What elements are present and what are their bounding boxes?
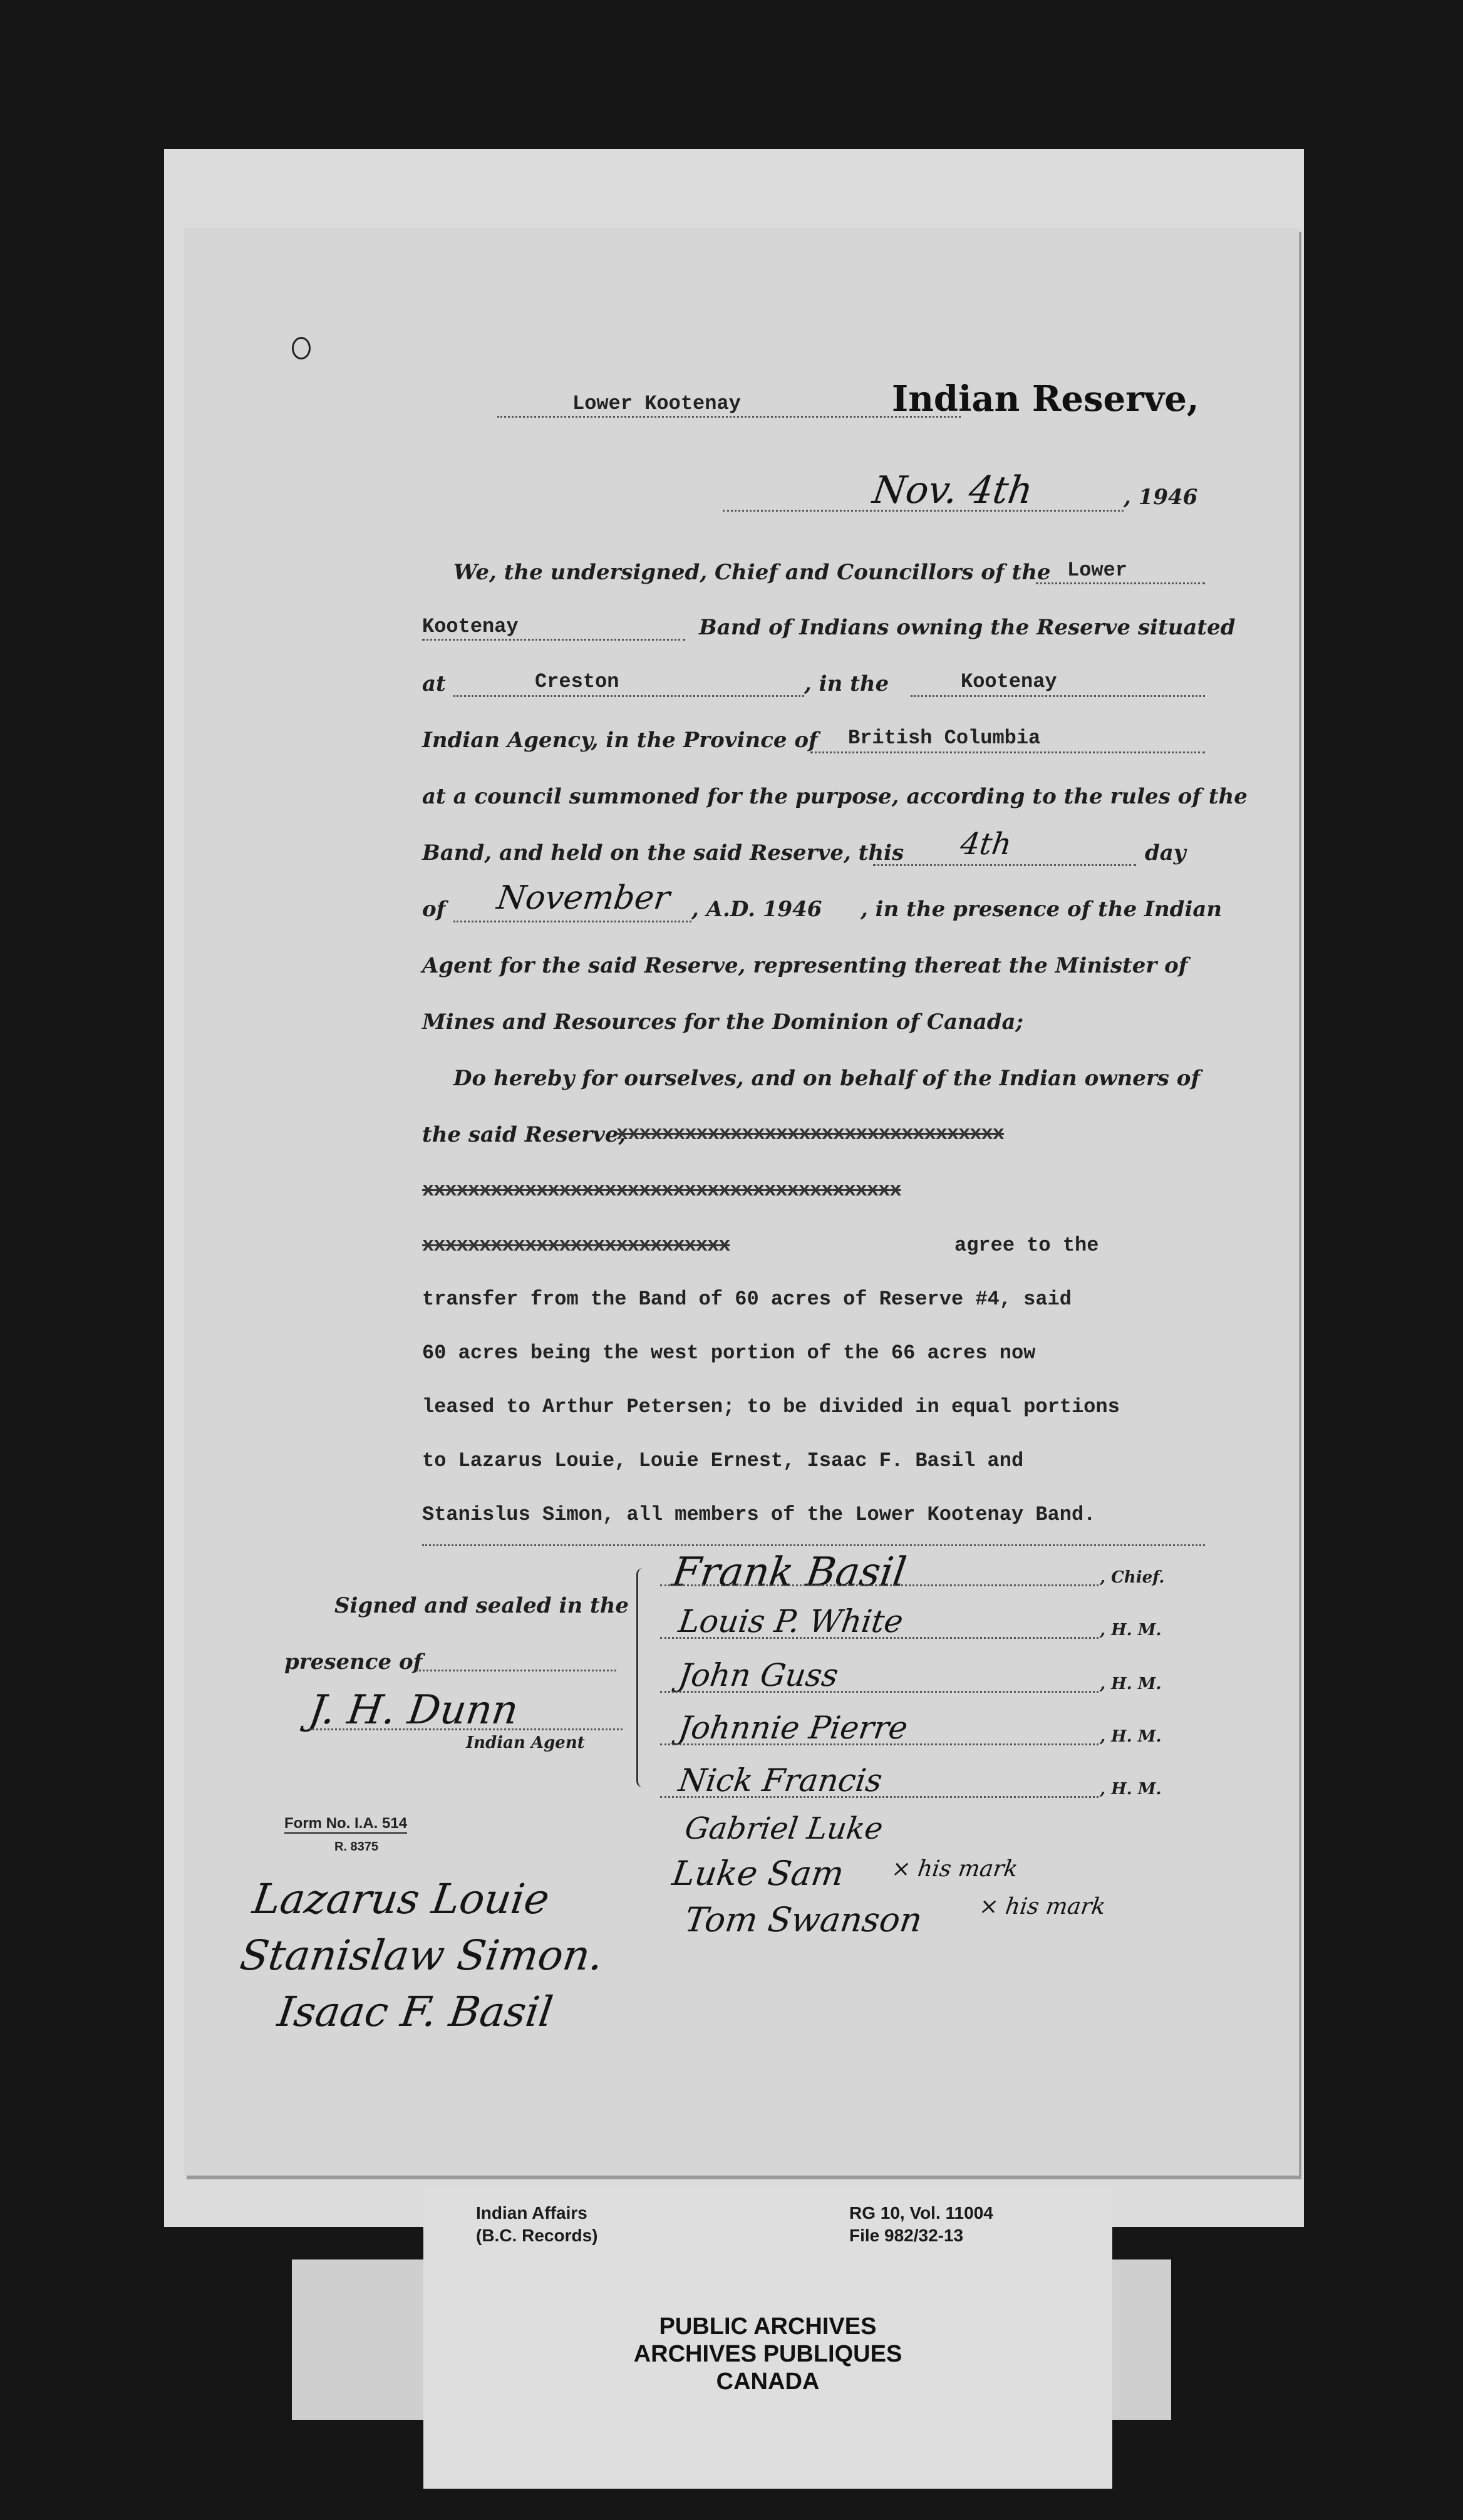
body-line: Indian Agency, in the Province of	[422, 728, 818, 753]
date-handwritten: Nov. 4th	[870, 468, 1036, 512]
typed-text: leased to Arthur Petersen; to be divided in equal portions	[422, 1395, 1120, 1418]
grantee-signature: Stanislaw Simon.	[237, 1931, 607, 1980]
body-line: the said Reserve,	[422, 1122, 626, 1147]
mark-annotation: × his mark	[890, 1856, 1020, 1882]
dotted-line	[1036, 582, 1205, 584]
role-headman: , H. M.	[1100, 1621, 1162, 1640]
struck-text: xxxxxxxxxxxxxxxxxxxxxxxxxxx	[422, 1234, 730, 1257]
extra-signature: Luke Sam	[669, 1854, 847, 1893]
body-line: of	[422, 897, 446, 922]
body-line: day	[1145, 840, 1186, 865]
punch-hole-mark	[292, 337, 311, 359]
typed-text: 60 acres being the west portion of the 66 acres now	[422, 1341, 1036, 1365]
body-line: , in the presence of the Indian	[861, 897, 1223, 922]
grantee-signature: Lazarus Louie	[249, 1875, 552, 1923]
dotted-line	[309, 1728, 623, 1730]
dotted-line	[911, 695, 1205, 697]
body-line: Do hereby for ourselves, and on behalf of the Indian owners of	[453, 1066, 1201, 1091]
dotted-line	[660, 1743, 1099, 1745]
role-headman: , H. M.	[1100, 1780, 1162, 1799]
band-name-cont: Kootenay	[422, 615, 519, 638]
body-line: , A.D. 1946	[691, 897, 822, 922]
day-handwritten: 4th	[958, 827, 1014, 862]
dotted-line	[453, 695, 804, 697]
archive-label-card	[423, 2188, 1112, 2489]
body-line: at	[422, 671, 446, 696]
dotted-line	[497, 416, 961, 418]
signature-bracket	[636, 1568, 646, 1787]
dotted-line	[422, 639, 685, 641]
role-headman: , H. M.	[1100, 1727, 1162, 1746]
reserve-heading: Indian Reserve,	[892, 378, 1199, 420]
body-line: at a council summoned for the purpose, according to the rules of the	[422, 784, 1248, 809]
dotted-line	[660, 1584, 1099, 1586]
body-line: , in the	[804, 671, 889, 696]
archive-file-number: File 982/32-13	[849, 2226, 964, 2245]
year: , 1946	[1124, 485, 1198, 510]
headman-signature: Nick Francis	[676, 1762, 885, 1799]
band-name: Lower	[1067, 559, 1128, 582]
headman-signature: John Guss	[676, 1657, 840, 1693]
struck-text: xxxxxxxxxxxxxxxxxxxxxxxxxxxxxxxxxxxxxxxxxx	[422, 1179, 901, 1202]
archive-record-group: RG 10, Vol. 11004	[849, 2203, 993, 2223]
agency-name: Kootenay	[961, 670, 1057, 693]
dotted-line	[422, 1544, 1205, 1546]
archive-stamp-line: CANADA	[716, 2368, 820, 2395]
indian-agent-label: Indian Agent	[466, 1733, 585, 1752]
headman-signature: Louis P. White	[676, 1603, 906, 1640]
dotted-line	[873, 864, 1136, 866]
extra-signature: Gabriel Luke	[683, 1811, 886, 1846]
dotted-line	[810, 751, 1205, 753]
month-handwritten: November	[494, 879, 673, 917]
headman-signature: Johnnie Pierre	[676, 1710, 910, 1746]
place-name: Creston	[535, 670, 619, 693]
dotted-line	[453, 921, 691, 922]
signed-sealed-label: Signed and sealed in the	[334, 1593, 629, 1618]
typed-text: transfer from the Band of 60 acres of Reserve #4, said	[422, 1288, 1072, 1311]
body-line: Mines and Resources for the Dominion of Canada;	[422, 1010, 1024, 1035]
body-line: Band of Indians owning the Reserve situated	[699, 615, 1236, 640]
archive-stamp-line: ARCHIVES PUBLIQUES	[633, 2341, 902, 2367]
form-revision: R. 8375	[334, 1840, 379, 1854]
chief-signature: Frank Basil	[669, 1549, 909, 1596]
agent-signature: J. H. Dunn	[306, 1687, 522, 1733]
mark-annotation: × his mark	[978, 1894, 1107, 1919]
body-line: Band, and held on the said Reserve, this	[422, 840, 904, 865]
dotted-line	[660, 1796, 1099, 1798]
presence-of-label: presence of	[284, 1650, 423, 1675]
role-chief: , Chief.	[1100, 1568, 1165, 1587]
dotted-line	[416, 1670, 616, 1671]
body-line: We, the undersigned, Chief and Councillors of the	[453, 560, 1051, 585]
dotted-line	[660, 1637, 1099, 1639]
province-name: British Columbia	[848, 726, 1041, 750]
archive-stamp-line: PUBLIC ARCHIVES	[659, 2313, 877, 2340]
body-line: Agent for the said Reserve, representing thereat the Minister of	[422, 953, 1188, 978]
extra-signature: Tom Swanson	[682, 1900, 925, 1939]
grantee-signature: Isaac F. Basil	[274, 1988, 556, 2036]
document-page	[184, 228, 1299, 2176]
form-number: Form No. I.A. 514	[284, 1815, 407, 1834]
typed-text: to Lazarus Louie, Louie Ernest, Isaac F. Basil and	[422, 1449, 1024, 1472]
reserve-name: Lower Kootenay	[572, 392, 741, 415]
dotted-line	[660, 1691, 1099, 1693]
typed-text: Stanislus Simon, all members of the Lower Kootenay Band.	[422, 1503, 1096, 1526]
struck-text: xxxxxxxxxxxxxxxxxxxxxxxxxxxxxxxxxx	[616, 1122, 1004, 1145]
archive-label-line: Indian Affairs	[476, 2203, 587, 2223]
archive-label-line: (B.C. Records)	[476, 2226, 598, 2245]
role-headman: , H. M.	[1100, 1675, 1162, 1693]
typed-text: agree to the	[954, 1234, 1099, 1257]
